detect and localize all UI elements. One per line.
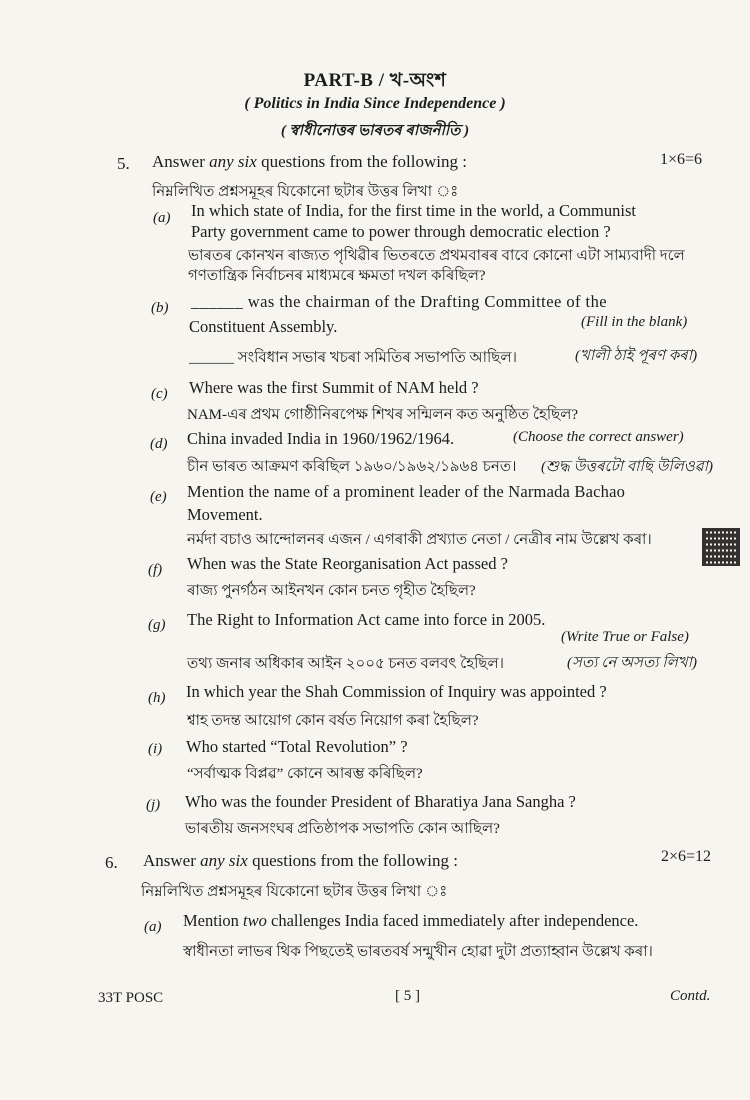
item-label: (j) <box>146 797 161 813</box>
item-label: (d) <box>150 436 168 452</box>
question-marks: 1×6=6 <box>660 151 703 168</box>
item-text: Movement. <box>187 505 263 524</box>
page-number: [ 5 ] <box>395 988 420 1004</box>
part-title: PART-B / খ-অংশ <box>303 70 447 91</box>
question-number: 6. <box>105 853 118 872</box>
item-label: (h) <box>148 690 166 706</box>
paper-code: 33T POSC <box>98 990 164 1006</box>
item-text: Who was the founder President of Bharatiya Jana Sangha ? <box>185 792 576 811</box>
item-hint: (Fill in the blank) <box>581 314 688 330</box>
item-hint-assamese: (শুদ্ধ উত্তৰটো বাছি উলিওৱা) <box>541 459 713 475</box>
item-hint-assamese: (খালী ঠাই পূৰণ কৰা) <box>575 348 698 364</box>
item-text: In which state of India, for the first time in the world, a Communist <box>191 201 636 220</box>
item-text: When was the State Reorganisation Act passed ? <box>187 554 508 573</box>
item-text-assamese: ৰাজ্য পুনৰ্গঠন আইনখন কোন চনত গৃহীত হৈছিল? <box>187 583 476 599</box>
question-instruction-assamese: নিম্নলিখিত প্ৰশ্নসমূহৰ যিকোনো ছটাৰ উত্তৰ লিখা ঃ <box>141 884 448 900</box>
item-label: (e) <box>150 489 167 505</box>
subject-title-english: ( Politics in India Since Independence ) <box>244 95 506 112</box>
item-hint: (Choose the correct answer) <box>513 429 684 445</box>
item-text: ______ was the chairman of the Drafting Committee of the <box>191 292 608 311</box>
question-instruction-assamese: নিম্নলিখিত প্ৰশ্নসমূহৰ যিকোনো ছটাৰ উত্তৰ লিখা ঃ <box>152 184 459 200</box>
item-text: Party government came to power through democratic election ? <box>191 222 611 241</box>
item-text: China invaded India in 1960/1962/1964. <box>187 429 455 448</box>
item-text-assamese: NAM-এৰ প্ৰথম গোষ্ঠীনিৰপেক্ষ শিখৰ সন্মিলন কত অনুষ্ঠিত হৈছিল? <box>187 407 579 423</box>
item-label: (g) <box>148 617 166 633</box>
item-text-assamese: নৰ্মদা বচাও আন্দোলনৰ এজন / এগৰাকী প্ৰখ্যাত নেতা / নেত্ৰীৰ নাম উল্লেখ কৰা। <box>187 532 652 548</box>
item-text: Mention the name of a prominent leader of the Narmada Bachao <box>187 482 626 501</box>
item-text-assamese: চীন ভাৰত আক্ৰমণ কৰিছিল ১৯৬০/১৯৬২/১৯৬৪ চনত। <box>187 459 517 475</box>
item-hint: (Write True or False) <box>561 629 689 645</box>
item-text-assamese: ভাৰতৰ কোনখন ৰাজ্যত পৃথিৱীৰ ভিতৰতে প্ৰথমবাৰৰ বাবে কোনো এটা সাম্যবাদী দলে <box>188 248 685 264</box>
question-instruction: Answer any six questions from the following : <box>143 851 458 870</box>
item-label: (b) <box>151 300 169 316</box>
question-instruction: Answer any six questions from the following : <box>152 152 467 171</box>
item-text-assamese: ______ সংবিধান সভাৰ খচৰা সমিতিৰ সভাপতি আছিল। <box>189 350 517 366</box>
item-label: (c) <box>151 386 168 402</box>
item-text-assamese: “সৰ্বাত্মক বিপ্লৱ” কোনে আৰম্ভ কৰিছিল? <box>187 766 423 782</box>
item-text-assamese: ভাৰতীয় জনসংঘৰ প্ৰতিষ্ঠাপক সভাপতি কোন আছিল? <box>185 821 500 837</box>
item-text: Where was the first Summit of NAM held ? <box>189 378 479 397</box>
item-text-assamese: স্বাধীনতা লাভৰ থিক পিছতেই ভাৰতবৰ্ষ সন্মুখীন হোৱা দুটা প্ৰত্যাহ্বান উল্লেখ কৰা। <box>183 944 653 960</box>
item-label: (a) <box>144 919 162 935</box>
item-text-assamese: শ্বাহ তদন্ত আয়োগ কোন বৰ্ষত নিয়োগ কৰা হৈছিল? <box>187 713 479 729</box>
item-hint-assamese: (সত্য নে অসত্য লিখা) <box>567 655 697 671</box>
item-text: Mention two challenges India faced immediately after independence. <box>183 911 639 930</box>
item-text: In which year the Shah Commission of Inquiry was appointed ? <box>186 682 607 701</box>
item-label: (a) <box>153 210 171 226</box>
continued-label: Contd. <box>670 988 711 1004</box>
item-text-assamese: গণতান্ত্ৰিক নিৰ্বাচনৰ মাধ্যমৰে ক্ষমতা দখল কৰিছিল? <box>188 268 486 284</box>
item-text: Constituent Assembly. <box>189 317 338 336</box>
item-text: The Right to Information Act came into force in 2005. <box>187 610 546 629</box>
question-number: 5. <box>117 154 130 173</box>
item-label: (f) <box>148 562 163 578</box>
question-marks: 2×6=12 <box>661 848 712 865</box>
item-text: Who started “Total Revolution” ? <box>186 737 408 756</box>
subject-title-assamese: ( স্বাধীনোত্তৰ ভাৰতৰ ৰাজনীতি ) <box>280 123 470 139</box>
item-label: (i) <box>148 741 163 757</box>
item-text-assamese: তথ্য জনাৰ অধিকাৰ আইন ২০০৫ চনত বলবৎ হৈছিল। <box>187 656 505 672</box>
qr-code-icon <box>704 530 738 564</box>
